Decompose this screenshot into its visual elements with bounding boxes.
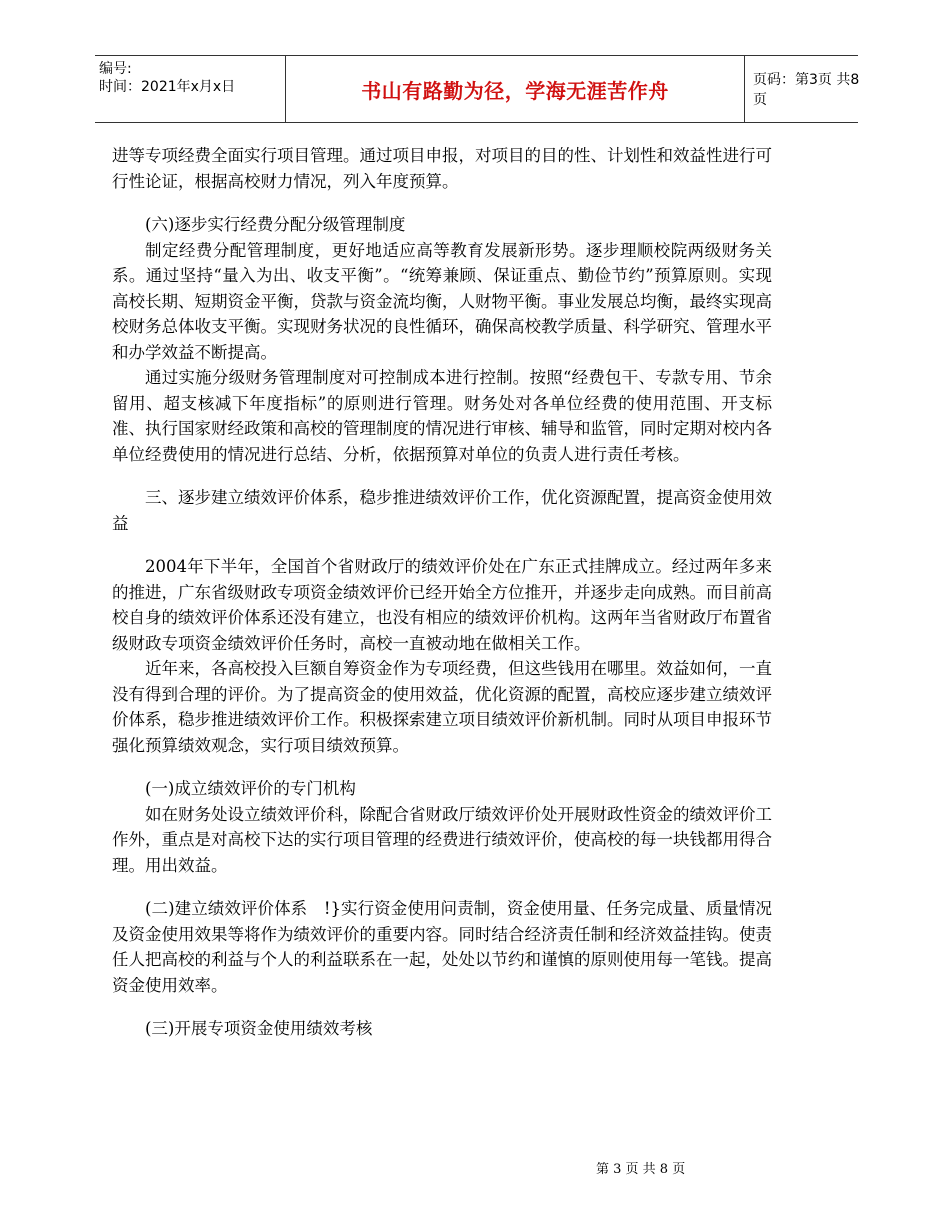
header-motto: 书山有路勤为径，学海无涯苦作舟 [285,56,745,122]
section-heading: (三)开展专项资金使用绩效考核 [145,1019,373,1038]
paragraph: 制定经费分配管理制度，更好地适应高等教育发展新形势。逐步理顺校院两级财务关系。通过坚持“量入为出、收支平衡”。“统筹兼顾、保证重点、勤俭节约”预算原则。实现高校长期、短期资金平衡，贷款与资金流均衡，人财物平衡。事业发展总均衡，最终实现高校财务总体收支平衡。实现财务状况的良性循环，确保高校教学质量、科学研究、管理水平和办学效益不断提高。 [112,240,772,362]
paragraph: (二)建立绩效评价体系 !}实行资金使用问责制，资金使用量、任务完成量、质量情况及资金使用效果等将作为绩效评价的重要内容。同时结合经济责任制和经济效益挂钩。使责任人把高校的利益与个人的利益联系在一起，处处以节约和谨慎的原则使用每一笔钱。提高资金使用效率。 [112,899,772,995]
page-header [95,55,858,123]
paragraph: 近年来，各高校投入巨额自筹资金作为专项经费，但这些钱用在哪里。效益如何，一直没有得到合理的评价。为了提高资金的使用效益，优化资源的配置，高校应逐步建立绩效评价体系，稳步推进绩效评价工作。积极探索建立项目绩效评价新机制。同时从项目申报环节强化预算绩效观念，实行项目绩效预算。 [112,659,772,755]
header-page-label: 页码：第3页 共8页 [753,72,860,108]
paragraph: 如在财务处设立绩效评价科，除配合省财政厅绩效评价处开展财政性资金的绩效评价工作外，重点是对高校下达的实行项目管理的经费进行绩效评价，使高校的每一块钱都用得合理。用出效益。 [112,804,772,875]
document-body [112,143,772,1042]
document-number-label: 编号: [99,61,132,77]
paragraph: 通过实施分级财务管理制度对可控制成本进行控制。按照“经费包干、专款专用、节余留用、超支核减下年度指标”的原则进行管理。财务处对各单位经费的使用范围、开支标准、执行国家财经政策和高校的管理制度的情况进行审核、辅导和监管，同时定期对校内各单位经费使用的情况进行总结、分析，依据预算对单位的负责人进行责任考核。 [112,368,772,464]
paragraph: 2004年下半年，全国首个省财政厅的绩效评价处在广东正式挂牌成立。经过两年多来的推进，广东省级财政专项资金绩效评价已经开始全方位推开，并逐步走向成熟。而目前高校自身的绩效评价体系还没有建立，也没有相应的绩效评价机构。这两年当省财政厅布置省级财政专项资金绩效评价任务时，高校一直被动地在做相关工作。 [112,557,772,653]
header-meta [95,56,285,122]
document-time-label: 时间：2021年x月x日 [99,79,236,95]
paragraph: 进等专项经费全面实行项目管理。通过项目申报，对项目的目的性、计划性和效益性进行可行性论证，根据高校财力情况，列入年度预算。 [112,146,772,191]
section-heading: 三、逐步建立绩效评价体系，稳步推进绩效评价工作，优化资源配置，提高资金使用效益 [112,488,772,533]
page-footer: 第 3 页 共 8 页 [596,1162,686,1177]
section-heading: (六)逐步实行经费分配分级管理制度 [145,215,406,234]
section-heading: (一)成立绩效评价的专门机构 [145,779,356,798]
